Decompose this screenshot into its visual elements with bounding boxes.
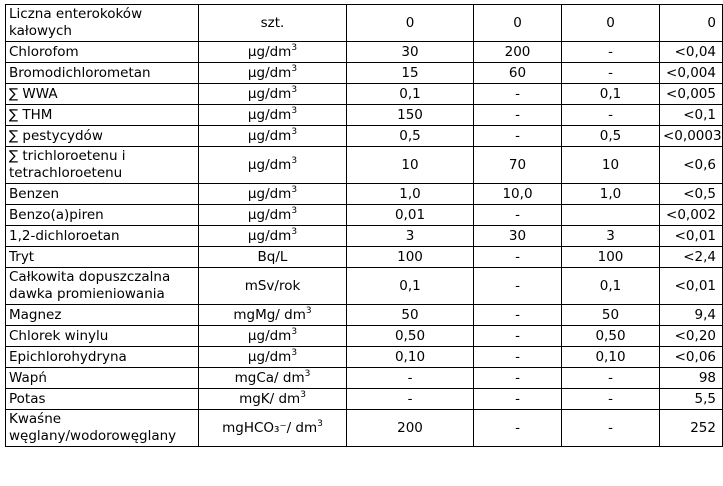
unit-exponent: 3 <box>291 205 298 216</box>
unit-cell <box>199 226 347 247</box>
result-cell: <0,04 <box>660 42 723 63</box>
unit-cell <box>199 147 347 184</box>
parameter-name-cell: Całkowita dopuszczalna dawka promieniowania <box>6 268 199 305</box>
value-cell-c3: 0 <box>562 5 660 42</box>
value-cell-c2: - <box>474 126 562 147</box>
value-cell-c3: - <box>562 105 660 126</box>
result-cell: <0,002 <box>660 205 723 226</box>
result-cell: <0,1 <box>660 105 723 126</box>
unit-exponent: 3 <box>291 126 298 137</box>
unit-text: mSv/rok <box>244 277 301 294</box>
unit-cell <box>199 247 347 268</box>
unit-cell <box>199 368 347 389</box>
unit-cell <box>199 63 347 84</box>
parameter-name-cell: Potas <box>6 389 199 410</box>
unit-exponent: 3 <box>291 105 298 116</box>
result-cell: <0,20 <box>660 326 723 347</box>
parameter-name-cell: Wapń <box>6 368 199 389</box>
table-row <box>6 5 723 42</box>
parameter-name-cell: ∑ trichloroetenu i tetrachloroetenu <box>6 147 199 184</box>
value-cell-c1: 15 <box>347 63 474 84</box>
unit-cell <box>199 126 347 147</box>
table-row <box>6 247 723 268</box>
value-cell-c2: - <box>474 410 562 447</box>
value-cell-c1: 0,50 <box>347 326 474 347</box>
table-row <box>6 126 723 147</box>
table-row <box>6 105 723 126</box>
parameter-name-cell: Bromodichlorometan <box>6 63 199 84</box>
unit-cell <box>199 205 347 226</box>
result-cell: <2,4 <box>660 247 723 268</box>
parameter-name-cell: 1,2-dichloroetan <box>6 226 199 247</box>
value-cell-c1: 10 <box>347 147 474 184</box>
unit-text: µg/dm <box>247 85 292 102</box>
parameters-table <box>5 4 723 447</box>
unit-cell <box>199 410 347 447</box>
result-cell: <0,0003 <box>660 126 723 147</box>
value-cell-c3 <box>562 205 660 226</box>
value-cell-c3: 100 <box>562 247 660 268</box>
unit-cell <box>199 184 347 205</box>
unit-exponent: 3 <box>304 368 311 379</box>
unit-exponent: 3 <box>291 347 298 358</box>
unit-cell <box>199 42 347 63</box>
value-cell-c3: 0,5 <box>562 126 660 147</box>
result-cell: 0 <box>660 5 723 42</box>
value-cell-c2: 200 <box>474 42 562 63</box>
value-cell-c2: - <box>474 347 562 368</box>
value-cell-c2: - <box>474 84 562 105</box>
table-row <box>6 368 723 389</box>
value-cell-c3: 0,1 <box>562 268 660 305</box>
unit-cell <box>199 5 347 42</box>
value-cell-c1: 0,01 <box>347 205 474 226</box>
value-cell-c1: - <box>347 389 474 410</box>
value-cell-c1: 0,5 <box>347 126 474 147</box>
parameter-name-cell: Kwaśne węglany/wodorowęglany <box>6 410 199 447</box>
value-cell-c1: 3 <box>347 226 474 247</box>
parameter-name-cell: Benzen <box>6 184 199 205</box>
table-row <box>6 184 723 205</box>
unit-text: µg/dm <box>247 106 292 123</box>
result-cell: <0,01 <box>660 226 723 247</box>
result-cell: <0,06 <box>660 347 723 368</box>
value-cell-c2: - <box>474 247 562 268</box>
unit-exponent: 3 <box>305 305 312 316</box>
unit-cell <box>199 389 347 410</box>
unit-exponent: 3 <box>291 63 298 74</box>
result-cell: <0,01 <box>660 268 723 305</box>
unit-text: µg/dm <box>247 348 292 365</box>
unit-text: µg/dm <box>247 327 292 344</box>
result-cell: <0,005 <box>660 84 723 105</box>
value-cell-c2: - <box>474 205 562 226</box>
parameter-name-cell: ∑ WWA <box>6 84 199 105</box>
value-cell-c3: 1,0 <box>562 184 660 205</box>
table-row <box>6 226 723 247</box>
value-cell-c2: 30 <box>474 226 562 247</box>
unit-exponent: 3 <box>291 84 298 95</box>
value-cell-c2: - <box>474 305 562 326</box>
unit-cell <box>199 326 347 347</box>
unit-text: mgCa/ dm <box>234 369 305 386</box>
unit-cell <box>199 105 347 126</box>
result-cell: <0,004 <box>660 63 723 84</box>
unit-cell <box>199 84 347 105</box>
value-cell-c3: - <box>562 410 660 447</box>
unit-cell <box>199 268 347 305</box>
unit-text: µg/dm <box>247 43 292 60</box>
value-cell-c2: - <box>474 105 562 126</box>
value-cell-c1: 0,1 <box>347 268 474 305</box>
unit-exponent: 3 <box>300 389 306 400</box>
value-cell-c3: 3 <box>562 226 660 247</box>
table-row <box>6 305 723 326</box>
parameter-name-cell: Liczna enterokoków kałowych <box>6 5 199 42</box>
unit-exponent: 3 <box>291 326 298 337</box>
unit-text: mgHCO₃⁻/ dm <box>222 419 318 436</box>
parameter-name-cell: ∑ pestycydów <box>6 126 199 147</box>
value-cell-c3: 0,50 <box>562 326 660 347</box>
table-row <box>6 410 723 447</box>
value-cell-c1: 100 <box>347 247 474 268</box>
unit-exponent: 3 <box>291 226 298 237</box>
unit-text: mgK/ dm <box>239 390 301 407</box>
value-cell-c2: 60 <box>474 63 562 84</box>
value-cell-c1: 0,10 <box>347 347 474 368</box>
result-cell: <0,6 <box>660 147 723 184</box>
value-cell-c2: 10,0 <box>474 184 562 205</box>
table-row <box>6 147 723 184</box>
parameter-name-cell: Benzo(a)piren <box>6 205 199 226</box>
unit-text: mgMg/ dm <box>233 306 306 323</box>
table-row <box>6 63 723 84</box>
value-cell-c3: - <box>562 368 660 389</box>
value-cell-c1: 50 <box>347 305 474 326</box>
result-cell: 9,4 <box>660 305 723 326</box>
value-cell-c3: - <box>562 42 660 63</box>
value-cell-c3: 0,10 <box>562 347 660 368</box>
unit-text: µg/dm <box>247 227 292 244</box>
unit-text: µg/dm <box>247 127 292 144</box>
table-body <box>6 5 723 447</box>
value-cell-c3: 50 <box>562 305 660 326</box>
unit-text: µg/dm <box>247 206 292 223</box>
table-row <box>6 389 723 410</box>
value-cell-c2: 0 <box>474 5 562 42</box>
value-cell-c2: - <box>474 368 562 389</box>
table-row <box>6 205 723 226</box>
unit-exponent: 3 <box>291 155 298 166</box>
value-cell-c3: - <box>562 389 660 410</box>
unit-text: µg/dm <box>247 185 292 202</box>
parameter-name-cell: Chlorofom <box>6 42 199 63</box>
value-cell-c1: 200 <box>347 410 474 447</box>
unit-exponent: 3 <box>317 418 323 429</box>
unit-exponent: 3 <box>291 42 298 53</box>
unit-text: Bq/L <box>257 248 288 265</box>
value-cell-c1: 30 <box>347 42 474 63</box>
table-row <box>6 347 723 368</box>
parameter-name-cell: Epichlorohydryna <box>6 347 199 368</box>
value-cell-c2: - <box>474 389 562 410</box>
unit-text: µg/dm <box>247 64 292 81</box>
table-row <box>6 42 723 63</box>
value-cell-c1: - <box>347 368 474 389</box>
result-cell: 252 <box>660 410 723 447</box>
table-row <box>6 268 723 305</box>
parameter-name-cell: ∑ THM <box>6 105 199 126</box>
parameter-name-cell: Tryt <box>6 247 199 268</box>
value-cell-c2: - <box>474 326 562 347</box>
value-cell-c1: 0 <box>347 5 474 42</box>
parameter-name-cell: Magnez <box>6 305 199 326</box>
table-row <box>6 326 723 347</box>
value-cell-c2: 70 <box>474 147 562 184</box>
unit-exponent: 3 <box>291 184 298 195</box>
unit-cell <box>199 305 347 326</box>
unit-cell <box>199 347 347 368</box>
result-cell: 5,5 <box>660 389 723 410</box>
result-cell: 98 <box>660 368 723 389</box>
result-cell: <0,5 <box>660 184 723 205</box>
value-cell-c2: - <box>474 268 562 305</box>
unit-text: µg/dm <box>247 156 292 173</box>
value-cell-c3: - <box>562 63 660 84</box>
table-row <box>6 84 723 105</box>
value-cell-c1: 0,1 <box>347 84 474 105</box>
unit-text: szt. <box>260 14 285 31</box>
parameter-name-cell: Chlorek winylu <box>6 326 199 347</box>
value-cell-c1: 1,0 <box>347 184 474 205</box>
value-cell-c1: 150 <box>347 105 474 126</box>
value-cell-c3: 10 <box>562 147 660 184</box>
value-cell-c3: 0,1 <box>562 84 660 105</box>
